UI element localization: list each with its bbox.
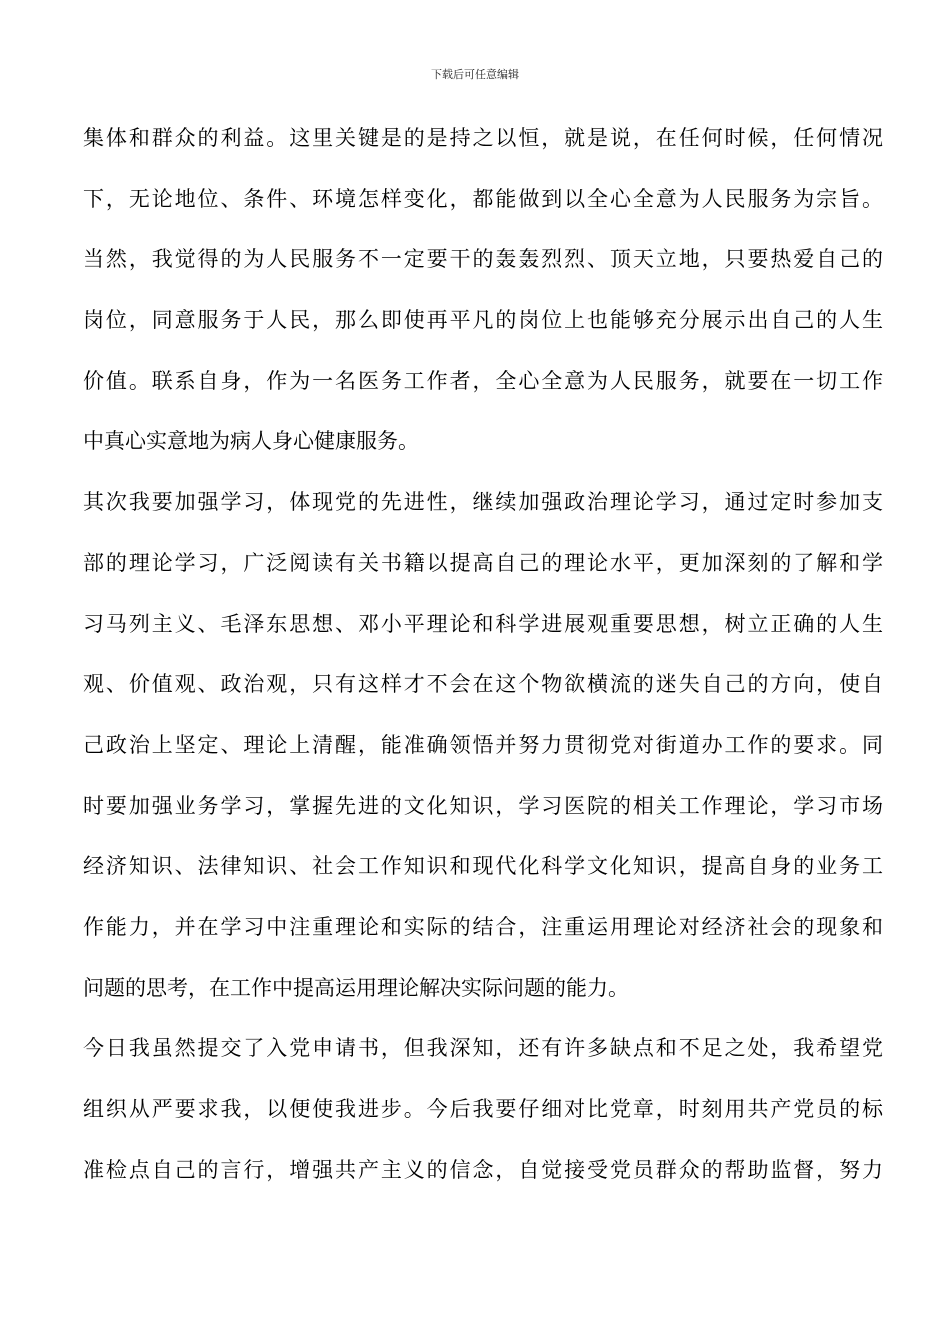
text-line: 问题的思考，在工作中提高运用理论解决实际问题的能力。 — [83, 975, 629, 1000]
text-line: 岗位，同意服务于人民，那么即使再平凡的岗位上也能够充分展示出自己的人生 — [83, 308, 883, 333]
text-line: 其次我要加强学习，体现党的先进性，继续加强政治理论学习，通过定时参加支 — [83, 490, 883, 515]
text-line: 习马列主义、毛泽东思想、邓小平理论和科学进展观重要思想，树立正确的人生 — [83, 611, 883, 636]
document-body — [83, 118, 883, 1210]
text-line: 组织从严要求我，以便使我进步。今后我要仔细对比党章，时刻用共产党员的标 — [83, 1097, 883, 1121]
text-line: 中真心实意地为病人身心健康服务。 — [83, 429, 419, 454]
header-note: 下载后可任意编辑 — [431, 68, 519, 81]
text-line: 今日我虽然提交了入党申请书，但我深知，还有许多缺点和不足之处，我希望党 — [83, 1036, 883, 1061]
text-line: 准检点自己的言行，增强共产主义的信念，自觉接受党员群众的帮助监督，努力 — [83, 1157, 883, 1182]
text-line: 作能力，并在学习中注重理论和实际的结合，注重运用理论对经济社会的现象和 — [83, 914, 883, 939]
text-line: 经济知识、法律知识、社会工作知识和现代化科学文化知识，提高自身的业务工 — [83, 854, 883, 879]
text-line: 观、价值观、政治观，只有这样才不会在这个物欲横流的迷失自己的方向，使自 — [83, 672, 883, 697]
text-line: 部的理论学习，广泛阅读有关书籍以提高自己的理论水平，更加深刻的了解和学 — [83, 550, 883, 575]
text-line: 下，无论地位、条件、环境怎样变化，都能做到以全心全意为人民服务为宗旨。 — [83, 186, 883, 211]
text-line: 价值。联系自身，作为一名医务工作者，全心全意为人民服务，就要在一切工作 — [83, 368, 883, 393]
text-line: 集体和群众的利益。这里关键是的是持之以恒，就是说，在任何时候，任何情况 — [83, 126, 883, 150]
text-line: 时要加强业务学习，掌握先进的文化知识，学习医院的相关工作理论，学习市场 — [83, 793, 883, 818]
text-line: 当然，我觉得的为人民服务不一定要干的轰轰烈烈、顶天立地，只要热爱自己的 — [83, 247, 883, 272]
text-line: 己政治上坚定、理论上清醒，能准确领悟并努力贯彻党对街道办工作的要求。同 — [83, 732, 883, 757]
